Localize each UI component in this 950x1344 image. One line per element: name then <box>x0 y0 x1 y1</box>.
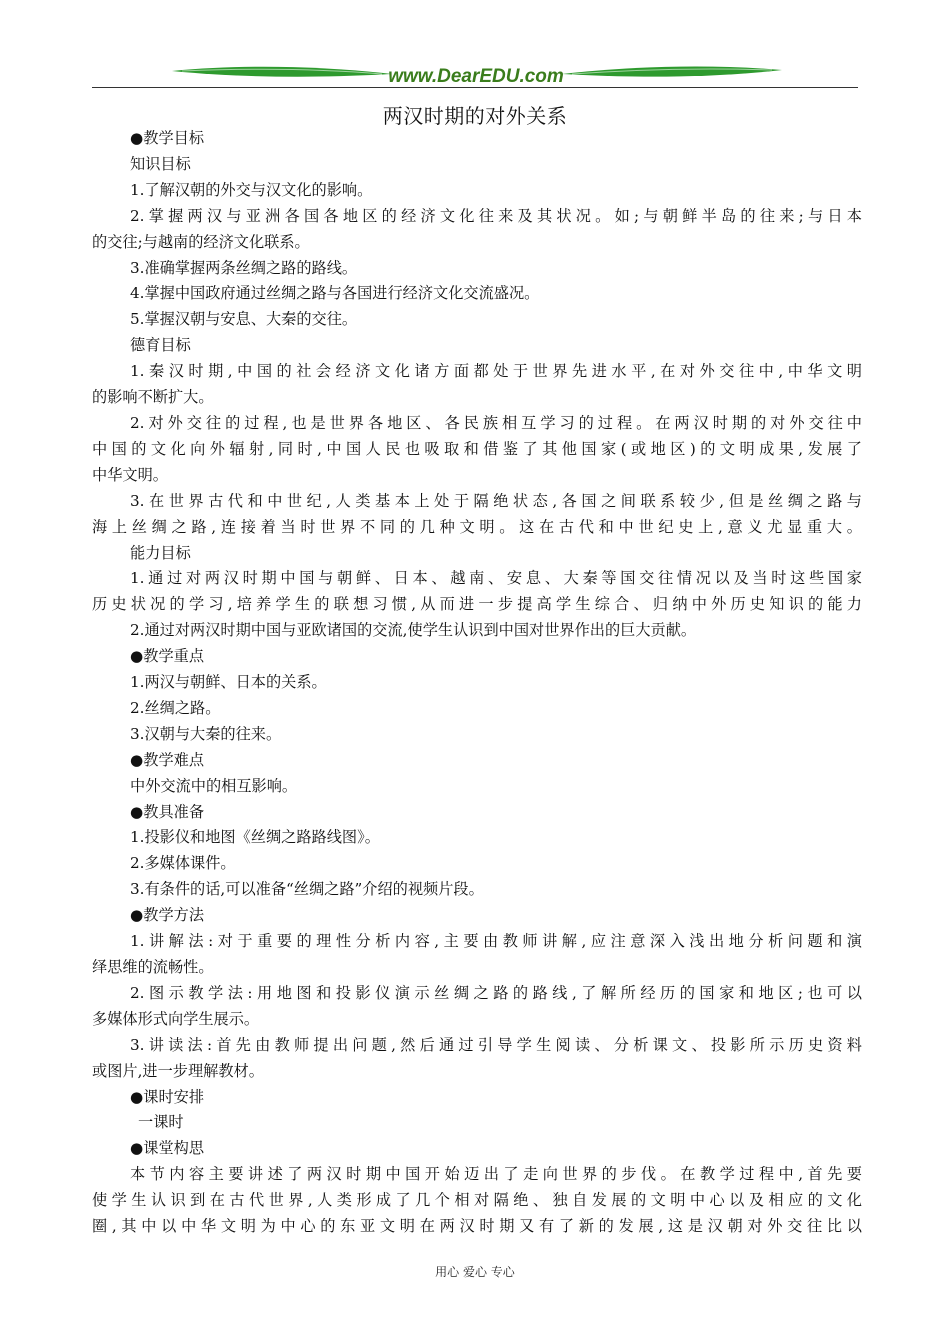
text-line: 2.通过对两汉时期中国与亚欧诸国的交流,使学生认识到中国对世界作出的巨大贡献。 <box>130 621 697 640</box>
text-line: 2.对外交往的过程,也是世界各地区、各民族相互学习的过程。在两汉时期的对外交往中 <box>130 413 862 432</box>
text-line: 德育目标 <box>130 336 191 355</box>
text-line: 的交往;与越南的经济文化联系。 <box>92 232 310 251</box>
page-footer: 用心 爱心 专心 <box>435 1265 515 1279</box>
text-line: ●课堂构思 <box>130 1139 205 1158</box>
text-line: 3.讲读法:首先由教师提出问题,然后通过引导学生阅读、分析课文、投影所示历史资料 <box>130 1035 862 1054</box>
site-url-logo: www.DearEDU.com <box>388 66 564 87</box>
text-line: 一课时 <box>138 1113 184 1132</box>
text-line: 3.汉朝与大秦的往来。 <box>130 724 282 743</box>
text-line: 3.准确掌握两条丝绸之路的路线。 <box>130 258 358 277</box>
text-line: 中华文明。 <box>92 465 168 484</box>
right-leaf-swoosh <box>562 67 782 77</box>
header-rule <box>92 87 858 88</box>
text-line: 1.讲解法:对于重要的理性分析内容,主要由教师讲解,应注意深入浅出地分析问题和演 <box>130 932 862 951</box>
document-title: 两汉时期的对外关系 <box>382 104 568 128</box>
text-line: 2.多媒体课件。 <box>130 854 236 873</box>
text-line: 3.在世界古代和中世纪,人类基本上处于隔绝状态,各国之间联系较少,但是丝绸之路与 <box>130 491 862 510</box>
text-line: 或图片,进一步理解教材。 <box>92 1061 264 1080</box>
text-line: ●教学难点 <box>130 750 205 769</box>
text-line: 能力目标 <box>130 543 191 562</box>
text-line: 历史状况的学习,培养学生的联想习惯,从而进一步提高学生综合、归纳中外历史知识的能力 <box>92 595 862 614</box>
text-line: 中外交流中的相互影响。 <box>130 776 298 795</box>
text-line: ●教具准备 <box>130 802 205 821</box>
left-leaf-swoosh <box>172 67 392 77</box>
text-line: ●课时安排 <box>130 1087 205 1106</box>
text-line: 中国的文化向外辐射,同时,中国人民也吸取和借鉴了其他国家(或地区)的文明成果,发展了 <box>92 439 862 458</box>
text-line: 4.掌握中国政府通过丝绸之路与各国进行经济文化交流盛况。 <box>130 284 540 303</box>
text-line: 5.掌握汉朝与安息、大秦的交往。 <box>130 310 358 329</box>
text-line: 2.图示教学法:用地图和投影仪演示丝绸之路的路线,了解所经历的国家和地区;也可以 <box>130 983 862 1002</box>
text-line: 知识目标 <box>130 154 191 173</box>
text-line: 多媒体形式向学生展示。 <box>92 1009 260 1028</box>
text-line: 1.了解汉朝的外交与汉文化的影响。 <box>130 180 373 199</box>
header-banner <box>92 62 858 90</box>
text-line: 的影响不断扩大。 <box>92 388 214 407</box>
text-line: 本节内容主要讲述了两汉时期中国开始迈出了走向世界的步伐。在教学过程中,首先要 <box>130 1165 862 1184</box>
text-line: ●教学目标 <box>130 129 205 147</box>
text-line: 2.掌握两汉与亚洲各国各地区的经济文化往来及其状况。如;与朝鲜半岛的往来;与日本 <box>130 206 862 225</box>
text-line: 2.丝绸之路。 <box>130 698 221 717</box>
text-line: 1.通过对两汉时期中国与朝鲜、日本、越南、安息、大秦等国交往情况以及当时这些国家 <box>130 569 862 588</box>
text-line: 1.秦汉时期,中国的社会经济文化诸方面都处于世界先进水平,在对外交往中,中华文明 <box>130 362 862 381</box>
text-line: 圈,其中以中华文明为中心的东亚文明在两汉时期又有了新的发展,这是汉朝对外交往比以 <box>92 1217 862 1236</box>
text-line: 1.投影仪和地图《丝绸之路路线图》。 <box>130 828 380 847</box>
text-line: ●教学方法 <box>130 906 205 925</box>
text-line: 海上丝绸之路,连接着当时世界不同的几种文明。这在古代和中世纪史上,意义尤显重大。 <box>92 517 862 536</box>
text-line: 1.两汉与朝鲜、日本的关系。 <box>130 673 327 692</box>
text-line: 使学生认识到在古代世界,人类形成了几个相对隔绝、独自发展的文明中心以及相应的文化 <box>92 1191 862 1210</box>
document-body <box>92 126 862 1240</box>
text-line: ●教学重点 <box>130 647 205 666</box>
text-line: 绎思维的流畅性。 <box>92 958 214 976</box>
text-line: 3.有条件的话,可以准备“丝绸之路”介绍的视频片段。 <box>130 880 484 899</box>
